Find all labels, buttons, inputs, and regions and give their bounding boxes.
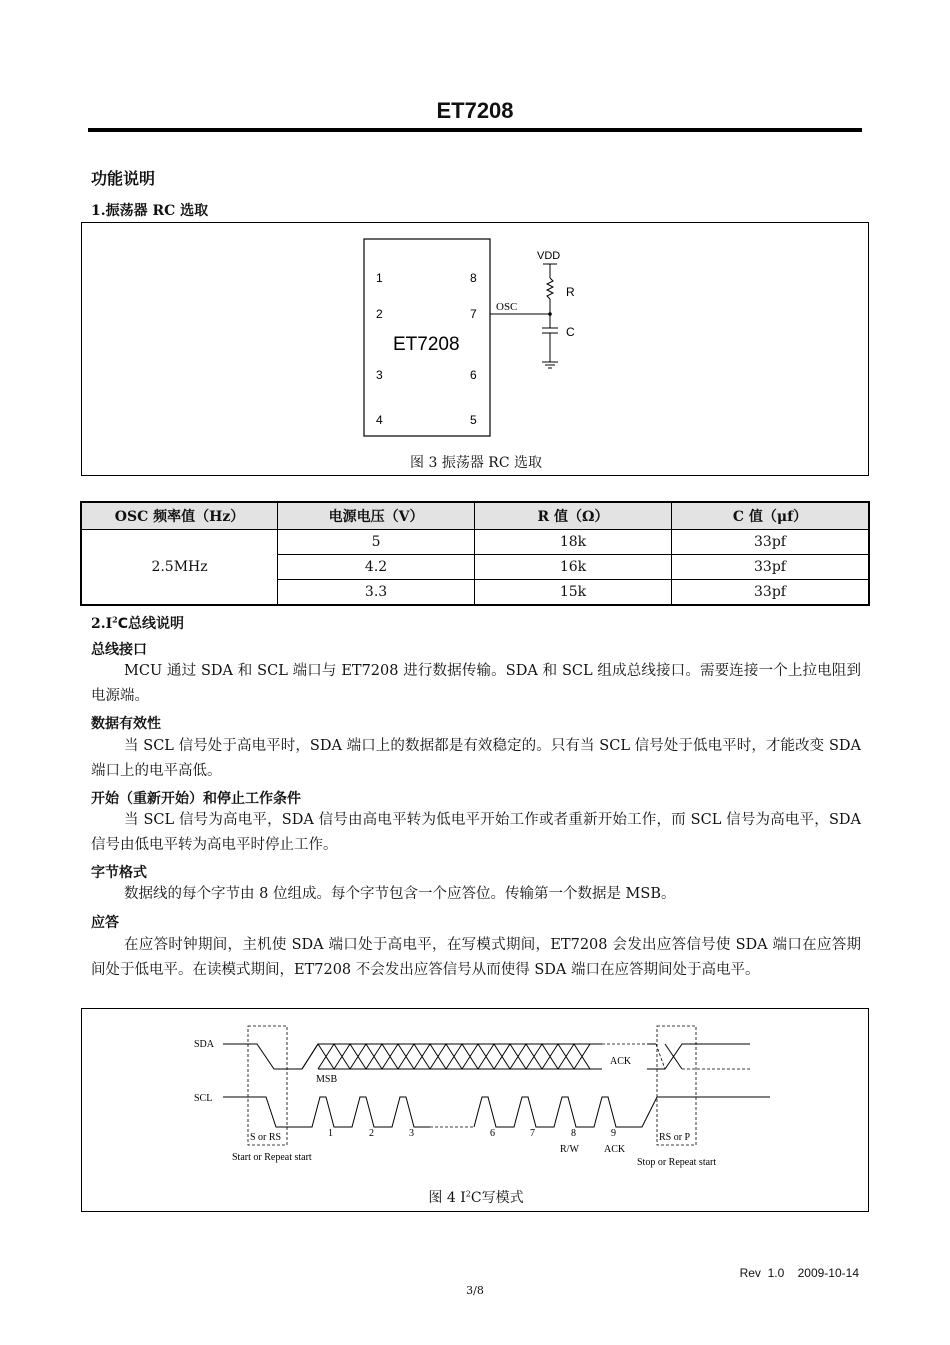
page-number: 3/8 [466,1284,484,1297]
r-cell: 16k [475,555,672,580]
r-cell: 15k [475,580,672,605]
table-row [82,530,869,555]
figure-4-frame [81,1008,869,1212]
bit-6: 6 [490,1128,495,1139]
byte-format-title: 字节格式 [91,865,147,881]
bus-interface-title: 总线接口 [91,642,147,658]
pin-8: 8 [470,271,477,285]
ack-text: 在应答时钟期间，主机使 SDA 端口处于高电平，在写模式期间，ET7208 会发出应答信号使 SDA 端口在应答期间处于低电平。在读模式期间，ET7208 不会发出应答信号从而使得 SDA 端口在应答期间处于高电平。 [91,937,861,978]
data-validity-text: 当 SCL 信号处于高电平时，SDA 端口上的数据都是有效稳定的。只有当 SCL 信号处于低电平时，才能改变 SDA 端口上的电平高低。 [91,738,861,779]
osc-heading: 1.振荡器 RC 选取 [91,203,209,219]
bit-1: 1 [328,1128,333,1139]
vdd-label: VDD [537,250,561,262]
c-cell: 33pf [672,555,869,580]
scl-waveform [223,1097,430,1127]
start-stop-title: 开始（重新开始）和停止工作条件 [91,791,301,807]
s-or-rs-label: S or RS [250,1132,282,1143]
pin-3: 3 [376,368,383,382]
sda-label: SDA [194,1039,215,1050]
sda-waveform [223,1044,602,1069]
document-title: ET7208 [436,98,514,123]
i2c-heading: $2.I^2C$总线说明 [91,614,185,632]
figure-3-caption: 图 3 振荡器 RC 选取 [410,455,542,471]
bus-interface-text: MCU 通过 SDA 和 SCL 端口与 ET7208 进行数据传输。SDA 和 SCL 组成总线接口。需要连接一个上拉电阻到电源端。 [91,663,861,704]
data-validity-title: 数据有效性 [91,716,161,732]
header-rule [88,128,862,132]
freq-cell: 2.5MHz [82,530,278,605]
rw-label: R/W [560,1144,579,1155]
ack-title: 应答 [91,915,119,931]
ack-bottom-label: ACK [604,1144,626,1155]
col-header-c: C 值（μf） [672,503,869,530]
col-header-freq: OSC 频率值（Hz） [82,503,278,530]
scl-label: SCL [194,1093,213,1104]
osc-circuit-diagram [82,223,870,477]
figure-3-frame [81,222,869,476]
i2c-timing-diagram [82,1009,870,1213]
bit-8: 8 [571,1128,576,1139]
pin-7: 7 [470,307,477,321]
pin-5: 5 [470,413,477,427]
bit-7: 7 [530,1128,535,1139]
start-stop-text: 当 SCL 信号为高电平，SDA 信号由高电平转为低电平开始工作或者重新开始工作，而 SCL 信号为高电平，SDA 信号由低电平转为高电平时停止工作。 [91,812,861,853]
msb-label: MSB [316,1074,338,1085]
bit-3: 3 [409,1128,414,1139]
figure-4-caption: 图 4 $I^2C$写模式 [428,1189,524,1206]
byte-format-text: 数据线的每个字节由 8 位组成。每个字节包含一个应答位。传输第一个数据是 MSB。 [124,886,676,902]
pin-2: 2 [376,307,383,321]
voltage-cell: 3.3 [278,580,475,605]
start-label: Start or Repeat start [232,1152,312,1163]
voltage-cell: 5 [278,530,475,555]
pin-1: 1 [376,271,383,285]
col-header-voltage: 电源电压（V） [278,503,475,530]
c-label: C [566,325,575,339]
osc-label: OSC [496,301,518,313]
bit-2: 2 [369,1128,374,1139]
revision-date: Rev 1.0 2009-10-14 [739,1266,859,1280]
ack-top-label: ACK [610,1056,632,1067]
bit-9: 9 [611,1128,616,1139]
voltage-cell: 4.2 [278,555,475,580]
pin-4: 4 [376,413,383,427]
col-header-r: R 值（Ω） [475,503,672,530]
section-title: 功能说明 [91,169,156,188]
c-cell: 33pf [672,580,869,605]
rs-or-p-label: RS or P [659,1132,691,1143]
chip-label: ET7208 [393,334,460,355]
r-label: R [566,285,575,299]
r-cell: 18k [475,530,672,555]
rc-table [81,502,869,605]
resistor-icon [547,278,553,299]
pin-6: 6 [470,368,477,382]
c-cell: 33pf [672,530,869,555]
stop-label: Stop or Repeat start [637,1157,717,1168]
